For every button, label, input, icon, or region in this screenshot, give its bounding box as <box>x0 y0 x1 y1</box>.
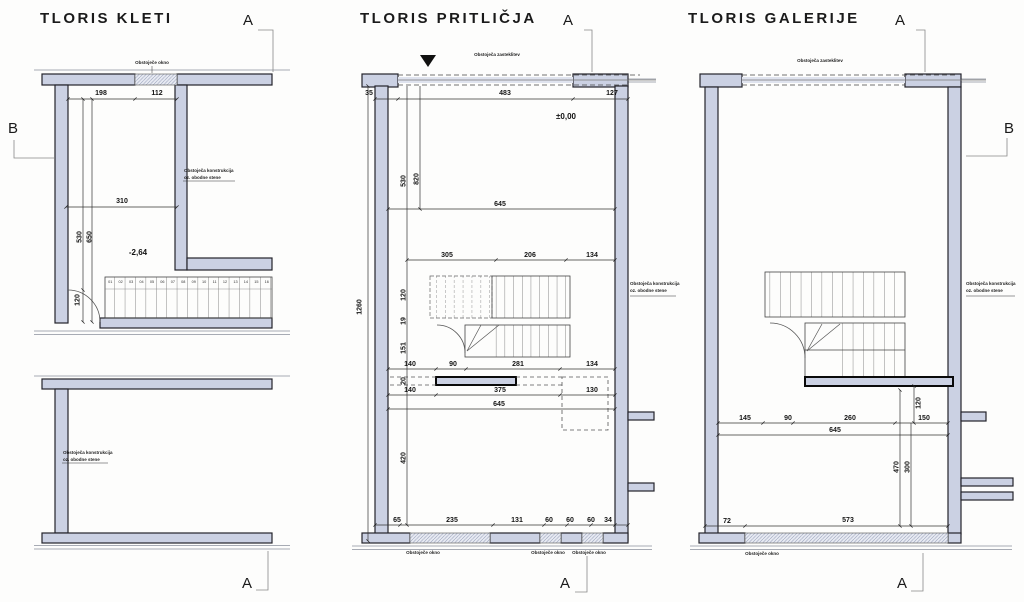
dim-60-c: 60 <box>587 517 595 524</box>
level-kleti: -2,64 <box>128 248 148 257</box>
galerija-stairs <box>765 272 905 377</box>
galerija-dim-lines <box>705 386 948 526</box>
dim-645-lower: 645 <box>493 401 505 408</box>
galerija-landing-edge <box>805 377 953 386</box>
kleti-stair-numbers <box>105 280 272 284</box>
dim-35: 35 <box>365 90 373 97</box>
dim-120-pritlicje: 120 <box>400 289 408 301</box>
dim-60-b: 60 <box>566 517 574 524</box>
dim-530-kleti: 530 <box>76 231 84 243</box>
dim-112: 112 <box>151 90 163 97</box>
stair-number: 08 <box>181 280 186 284</box>
section-a-galerija-bottom: A <box>897 575 908 592</box>
galerija-title: TLORIS GALERIJE <box>688 10 860 27</box>
dim-19: 19 <box>400 317 408 325</box>
galerija-window-label: Obstoječe okno <box>745 551 779 556</box>
pritlicje-window-label-2: Obstoječe okno <box>531 550 565 555</box>
dim-470: 470 <box>893 461 901 473</box>
dim-120-galerija: 120 <box>915 397 923 409</box>
kleti-door-arc <box>68 290 100 322</box>
kleti-title: TLORIS KLETI <box>40 10 173 27</box>
kleti-window-label: Obstoječe okno <box>135 60 169 65</box>
dim-235: 235 <box>446 517 458 524</box>
dim-120-kleti: 120 <box>74 294 82 306</box>
dim-134-a: 134 <box>586 252 598 259</box>
pritlicje-glazing-label: Obstoječa zasteklitev <box>474 52 520 57</box>
dim-645-upper: 645 <box>494 201 506 208</box>
stair-number: 11 <box>212 280 217 284</box>
stair-number: 12 <box>222 280 228 284</box>
dim-198: 198 <box>95 90 107 97</box>
section-a-kleti-bottom: A <box>242 575 253 592</box>
dim-820: 820 <box>413 173 421 185</box>
dim-131: 131 <box>511 517 523 524</box>
section-b-right: B <box>1004 120 1015 137</box>
dim-127: 127 <box>606 90 618 97</box>
dim-34: 34 <box>604 517 612 524</box>
galerija-window <box>745 533 948 543</box>
dim-645-galerija: 645 <box>829 427 841 434</box>
section-a-kleti-top: A <box>243 12 254 29</box>
section-a-pritlicje-bottom: A <box>560 575 571 592</box>
pritlicje-construction-label-1: Obstoječa konstrukcija <box>630 281 680 286</box>
galerija-construction-label-1: Obstoječa konstrukcija <box>966 281 1016 286</box>
section-a-galerija-top: A <box>895 12 906 29</box>
kleti-lower-construction-label-1: Obstoječa konstrukcija <box>63 450 113 455</box>
kleti-lower-construction-label-2: oz. obodne stene <box>63 457 100 462</box>
dim-72: 72 <box>723 518 731 525</box>
level-pritlicje: ±0,00 <box>556 112 576 121</box>
pritlicje-window-label-3: Obstoječe okno <box>572 550 606 555</box>
dim-145: 145 <box>739 415 751 422</box>
dim-151: 151 <box>400 342 408 354</box>
dim-420: 420 <box>400 452 408 464</box>
dim-650: 650 <box>86 231 94 243</box>
section-a-pritlicje-top: A <box>563 12 574 29</box>
dim-90-galerija: 90 <box>784 415 792 422</box>
stair-number: 05 <box>149 280 155 284</box>
pritlicje-title: TLORIS PRITLIČJA <box>360 10 537 27</box>
stair-number: 01 <box>108 280 113 284</box>
dim-305: 305 <box>441 252 453 259</box>
dim-1260: 1260 <box>356 299 364 315</box>
pritlicje-construction-label-2: oz. obodne stene <box>630 288 667 293</box>
dim-140-b: 140 <box>404 387 416 394</box>
stair-number: 13 <box>233 280 238 284</box>
pritlicje-window-label-1: Obstoječe okno <box>406 550 440 555</box>
kleti-construction-label-2: oz. obodne stene <box>184 175 221 180</box>
dim-140-a: 140 <box>404 361 416 368</box>
stair-number: 15 <box>254 280 259 284</box>
stair-number: 09 <box>191 280 196 284</box>
stair-number: 03 <box>128 280 134 284</box>
dim-60-a: 60 <box>545 517 553 524</box>
dim-300: 300 <box>904 461 912 473</box>
dim-310: 310 <box>116 198 128 205</box>
stair-number: 14 <box>243 280 249 284</box>
dim-375: 375 <box>494 387 506 394</box>
entrance-arrow <box>420 55 436 67</box>
dim-90-pritlicje: 90 <box>449 361 457 368</box>
dim-281: 281 <box>512 361 524 368</box>
dim-65: 65 <box>393 517 401 524</box>
pritlicje-landing-edge <box>436 377 516 385</box>
dim-134-b: 134 <box>586 361 598 368</box>
dim-206: 206 <box>524 252 536 259</box>
kleti-window <box>135 74 177 85</box>
dim-260: 260 <box>844 415 856 422</box>
dim-483: 483 <box>499 90 511 97</box>
dim-530-pritlicje: 530 <box>400 175 408 187</box>
stair-number: 07 <box>170 280 175 284</box>
stair-number: 16 <box>264 280 269 284</box>
stair-number: 10 <box>202 280 207 284</box>
galerija-glazing-label: Obstoječa zasteklitev <box>797 58 843 63</box>
kleti-construction-label-1: Obstoječa konstrukcija <box>184 168 234 173</box>
section-b-left: B <box>8 120 19 137</box>
stair-number: 06 <box>160 280 165 284</box>
dim-20: 20 <box>400 377 408 385</box>
dim-150: 150 <box>918 415 930 422</box>
galerija-construction-label-2: oz. obodne stene <box>966 288 1003 293</box>
dim-130: 130 <box>586 387 598 394</box>
stair-number: 02 <box>118 280 123 284</box>
pritlicje-stairs <box>430 276 570 357</box>
stair-number: 04 <box>139 280 144 284</box>
dim-573: 573 <box>842 517 854 524</box>
